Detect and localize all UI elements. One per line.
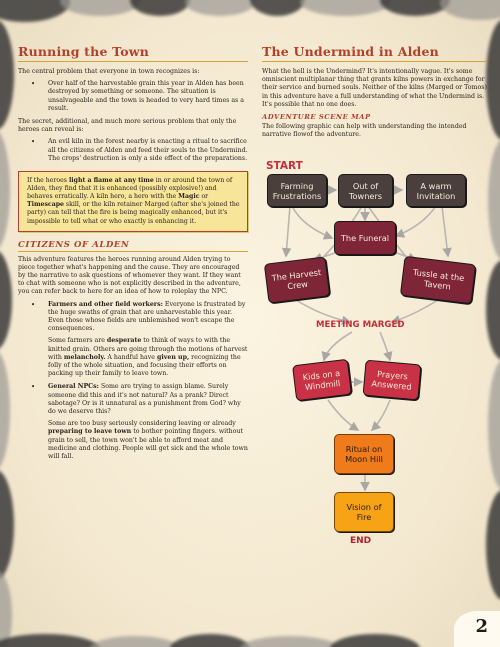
intro-text: The central problem that everyone in town recognizes is:: [18, 68, 200, 75]
node-vision-of-fire: Vision of Fire: [334, 492, 394, 532]
list-item: • An evil kiln in the forest nearby is enacting a ritual to sacrifice all the citizens of Alden and feed their souls to the Undermind. The crops' destruction is only a side effect of the preparations.: [31, 138, 248, 162]
list-item: • Over half of the harvestable grain this year in Alden has been destroyed by something or someone. The situation is unsalvageable and the town is headed to very hard times as a result.: [31, 80, 244, 112]
farmers-text: Farmers and other field workers: Everyone is frustrated by the huge swaths of grain that are unharvestable this year. Even those whose fields are unblemished won't escape the consequences.: [48, 300, 246, 333]
flame-callout-box: [18, 171, 248, 232]
node-tussle-tavern: Tussle at the Tavern: [400, 256, 476, 304]
adventure-scene-map: [262, 160, 492, 560]
scene-map-heading: ADVENTURE SCENE MAP: [262, 113, 371, 122]
start-label: START: [266, 160, 303, 172]
running-town-heading: Running the Town: [18, 44, 248, 62]
citizens-intro: This adventure features the heroes running around Alden trying to piece together what's happening and the cause. They are encouraged by the narrative to ask questions of whomever they want. If they want to chat with someone who is not explicitly described in the adventure, you can refer back to here for an idea of how to roleplay the NPC.: [18, 255, 241, 296]
npc-list: [18, 301, 248, 462]
node-harvest-crew: The Harvest Crew: [264, 256, 330, 303]
citizens-heading: CITIZENS OF ALDEN: [18, 240, 248, 252]
general-npcs-text: General NPCs: Some are trying to assign blame. Surely someone did this and it's not natural? As a prank? Direct sabotage? Or is it unnatural as a punishment from God? why do we deserve this?: [48, 383, 241, 416]
general-npcs-para2: Some are too busy seriously considering leaving or already preparing to leave town to bother pointing fingers. without grain to sell, the town won't be able to afford meat and medicine and clothing. People will get sick and the whole town will fall.: [48, 420, 248, 461]
right-column: [262, 44, 487, 143]
end-label: END: [350, 536, 372, 546]
page-number: 2: [475, 616, 488, 637]
farmers-para2: Some farmers are desperate to think of ways to with the knitted grain. Others are going through the motions of harvest with melancholy. A handful have given up, recognizing the folly of the whole situation, and focusing their efforts on packing up their family to leave town.: [48, 337, 248, 378]
node-warm-invitation: A warm Invitation: [406, 174, 466, 207]
problem-list: [18, 80, 248, 113]
node-prayers-answered: Prayers Answered: [363, 360, 422, 401]
secret-problem-text: An evil kiln in the forest nearby is enacting a ritual to sacrifice all the citizens of Alden and feed their souls to the Undermind. The crops' destruction is only a side effect of the preparations.: [48, 138, 248, 162]
list-item: • General NPCs: Some are trying to assign blame. Surely someone did this and it's not natural? As a prank? Direct sabotage? Or is it unnatural as a punishment from God? why do we deserve this? Some are too busy seriously considering leaving or already preparing to leave town to bother pointing fingers. without grain to sell, the town won't be able to afford meat and medicine and clothing. People will get sick and the whole town will fall.: [31, 383, 248, 461]
meeting-marged-label: MEETING MARGED: [316, 320, 405, 330]
list-item: • Farmers and other field workers: Everyone is frustrated by the huge swaths of grain that are unharvestable this year. Even those whose fields are unblemished won't escape the consequences. Some farmers are desperate to think of ways to with the knitted grain. Others are going through the motions of harvest with melancholy. A handful have given up, recognizing the folly of the whole situation, and focusing their efforts on packing up their family to leave town.: [31, 300, 248, 378]
scene-map-intro: The following graphic can help with understanding the intended narrative flowof the adventure.: [262, 123, 467, 139]
left-column: [18, 44, 248, 466]
undermind-intro: What the hell is the Undermind? It's intentionally vague. It's some omniscient multiplanar thing that grants kilns powers in exchange for their service and burned souls. Neither of the kilns (Marged or Tomos) in this adventure have a full understanding of what the Undermind is. It's possible that no one does.: [262, 68, 487, 108]
node-ritual-moon-hill: Ritual on Moon Hill: [334, 434, 394, 474]
secret-list: [18, 138, 248, 163]
callout-text: If the heroes light a flame at any time in or around the town of Alden, they find that it is enhanced (possibly explosive!) and behaves erratically. A kiln hero, a hero with the Magic or Timescape skill, or the kiln retainer Marged (after she's joined the party) can tell that the fire is being magically enhanced, but it's impossible to tell what or who exactly is enhancing it.: [27, 177, 240, 225]
node-farming-frustrations: Farming Frustrations: [267, 174, 327, 207]
undermind-heading: The Undermind in Alden: [262, 44, 487, 62]
node-the-funeral: The Funeral: [334, 221, 396, 255]
node-out-of-towners: Out of Towners: [338, 174, 393, 207]
secret-text: The secret, additional, and much more serious problem that only the heroes can reveal is:: [18, 118, 237, 134]
problem-text: Over half of the harvestable grain this year in Alden has been destroyed by something or someone. The situation is unsalvageable and the town is headed to very hard times as a result.: [48, 80, 244, 112]
node-kids-windmill: Kids on a Windmill: [292, 359, 352, 402]
